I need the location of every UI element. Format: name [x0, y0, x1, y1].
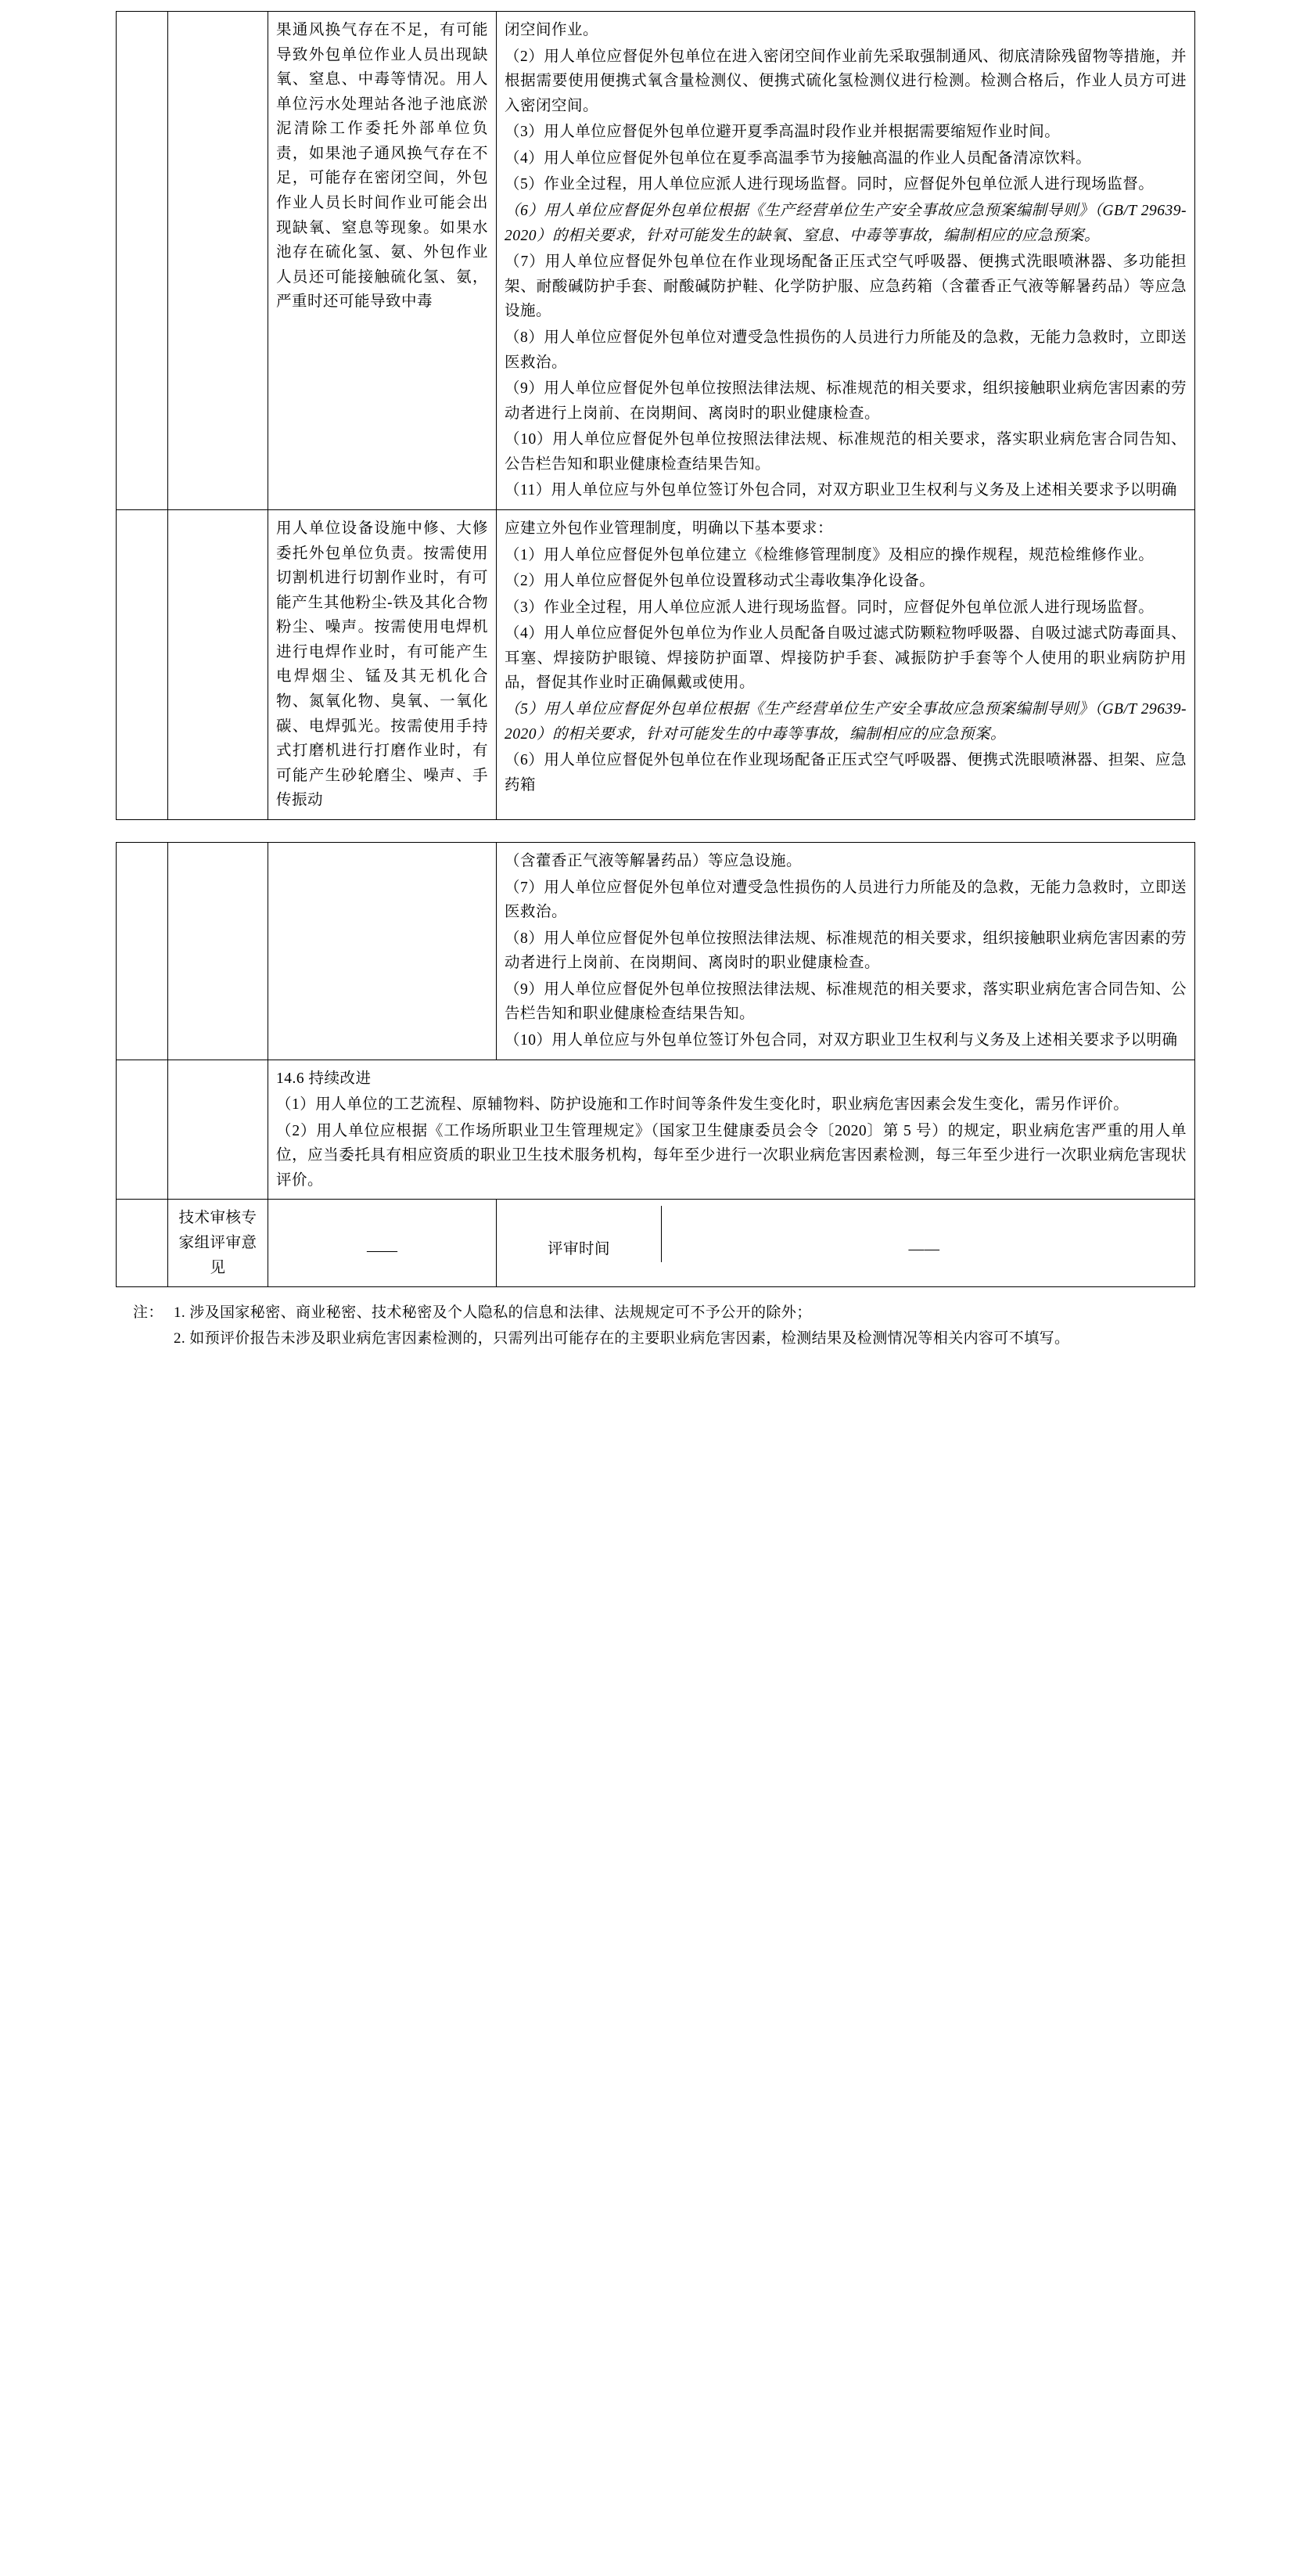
note-item: 1. 涉及国家秘密、商业秘密、技术秘密及个人隐私的信息和法律、法规规定可不予公开的除外；: [174, 1304, 812, 1322]
measure-text: （9）用人单位应督促外包单位按照法律法规、标准规范的相关要求，落实职业病危害合同告知、公告栏告知和职业健康检查结果告知。: [505, 980, 1187, 1023]
section-text: （1）用人单位的工艺流程、原辅物料、防护设施和工作时间等条件发生变化时，职业病危害因素会发生变化，需另作评价。: [276, 1096, 1130, 1114]
cell-continuous-improvement: [268, 1060, 1195, 1200]
measure-text: （4）用人单位应督促外包单位在夏季高温季节为接触高温的作业人员配备清凉饮料。: [505, 149, 1092, 167]
table-row-continuous-improvement: [117, 1060, 1195, 1200]
outsourcing-requirements-table-bottom: [116, 842, 1195, 1287]
cell-category-col: [168, 1060, 268, 1200]
notes-label: 注：: [133, 1304, 163, 1322]
measure-text: （9）用人单位应督促外包单位按照法律法规、标准规范的相关要求，组织接触职业病危害因素的劳动者进行上岗前、在岗期间、离岗时的职业健康检查。: [505, 380, 1187, 422]
cell-control-measures: [497, 12, 1195, 510]
hazard-text: 用人单位设备设施中修、大修委托外包单位负责。按需使用切割机进行切割作业时，有可能产生其他粉尘-铁及其化合物粉尘、噪声。按需使用电焊机进行电焊作业时，有可能产生电焊烟尘、锰及其无机化合物、氮氧化物、臭氧、一氧化碳、电焊弧光。按需使用手持式打磨机进行打磨作业时，有可能产生砂轮磨尘、噪声、手传振动: [276, 520, 488, 809]
section-text: （2）用人单位应根据《工作场所职业卫生管理规定》（国家卫生健康委员会令〔2020〕第 5 号）的规定，职业病危害严重的用人单位，应当委托具有相应资质的职业卫生技术服务机构，每年至少进行一次职业病危害因素检测，每三年至少进行一次职业病危害现状评价。: [276, 1122, 1187, 1189]
measure-text: （7）用人单位应督促外包单位在作业现场配备正压式空气呼吸器、便携式洗眼喷淋器、多功能担架、耐酸碱防护手套、耐酸碱防护鞋、化学防护服、应急药箱（含藿香正气液等解暑药品）等应急设施。: [505, 254, 1187, 320]
measure-text: （2）用人单位应督促外包单位设置移动式尘毒收集净化设备。: [505, 573, 936, 590]
table-row: [117, 842, 1195, 1060]
cell-index-col: [117, 1060, 168, 1200]
cell-control-measures: [497, 509, 1195, 819]
table-row-signature: [117, 1200, 1195, 1287]
measure-text: （6）用人单位应督促外包单位在作业现场配备正压式空气呼吸器、便携式洗眼喷淋器、担架、应急药箱: [505, 752, 1187, 793]
section-heading: 14.6 持续改进: [276, 1070, 372, 1087]
opinion-dash: ——: [367, 1243, 397, 1260]
measure-text: （2）用人单位应督促外包单位在进入密闭空间作业前先采取强制通风、彻底清除残留物等措施，并根据需要使用便携式氧含量检测仪、便携式硫化氢检测仪进行检测。检测合格后，作业人员方可进入密闭空间。: [505, 48, 1187, 114]
review-time-value: ——: [661, 1206, 1187, 1262]
cell-index-col: [117, 842, 168, 1060]
note-item: 2. 如预评价报告未涉及职业病危害因素检测的，只需列出可能存在的主要职业病危害因素，检测结果及检测情况等相关内容可不填写。: [174, 1329, 1070, 1347]
cell-index-col: [117, 12, 168, 510]
measure-text: （11）用人单位应与外包单位签订外包合同，对双方职业卫生权利与义务及上述相关要求予以明确: [505, 482, 1177, 499]
cell-category-col: [168, 12, 268, 510]
cell-hazard-description: [268, 12, 497, 510]
cell-control-measures: [497, 842, 1195, 1060]
review-time-label: 评审时间: [547, 1241, 610, 1258]
outsourcing-requirements-table-top: [116, 11, 1195, 820]
cell-category-col: [168, 842, 268, 1060]
measure-text: （7）用人单位应督促外包单位对遭受急性损伤的人员进行力所能及的急救，无能力急救时，立即送医救治。: [505, 879, 1187, 921]
table-row: [117, 509, 1195, 819]
measure-text: （8）用人单位应督促外包单位按照法律法规、标准规范的相关要求，组织接触职业病危害因素的劳动者进行上岗前、在岗期间、离岗时的职业健康检查。: [505, 930, 1187, 972]
cell-index-col: [117, 1200, 168, 1287]
measure-text: 应建立外包作业管理制度，明确以下基本要求：: [505, 520, 834, 537]
hazard-text: 果通风换气存在不足，有可能导致外包单位作业人员出现缺氧、窒息、中毒等情况。用人单位污水处理站各池子池底淤泥清除工作委托外部单位负责，如果池子通风换气存在不足，可能存在密闭空间，外包作业人员长时间作业可能会出现缺氧、窒息等现象。如果水池存在硫化氢、氨、外包作业人员还可能接触硫化氢、氨，严重时还可能导致中毒: [276, 22, 488, 311]
measure-text: （含藿香正气液等解暑药品）等应急设施。: [505, 852, 803, 869]
measure-text: （8）用人单位应督促外包单位对遭受急性损伤的人员进行力所能及的急救，无能力急救时，立即送医救治。: [505, 329, 1187, 371]
table-row: [117, 12, 1195, 510]
footnotes: [116, 1301, 1195, 1351]
measure-text: （5）用人单位应督促外包单位根据《生产经营单位生产安全事故应急预案编制导则》（GB/T 29639-2020）的相关要求，针对可能发生的中毒等事故，编制相应的应急预案。: [505, 701, 1187, 743]
measure-text: （3）用人单位应督促外包单位避开夏季高温时段作业并根据需要缩短作业时间。: [505, 124, 1061, 141]
measure-text: 闭空间作业。: [505, 22, 599, 38]
review-time-cell: [497, 1200, 1195, 1287]
cell-hazard-description: [268, 842, 497, 1060]
review-opinion-label: 技术审核专家组评审意见: [168, 1200, 268, 1287]
measure-text: （4）用人单位应督促外包单位为作业人员配备自吸过滤式防颗粒物呼吸器、自吸过滤式防毒面具、耳塞、焊接防护眼镜、焊接防护面罩、焊接防护手套、减振防护手套等个人使用的职业病防护用品，督促其作业时正确佩戴或使用。: [505, 625, 1187, 692]
cell-category-col: [168, 509, 268, 819]
review-opinion-value: [268, 1200, 497, 1287]
measure-text: （5）作业全过程，用人单位应派人进行现场监督。同时，应督促外包单位派人进行现场监督。: [505, 176, 1155, 193]
measure-text: （1）用人单位应督促外包单位建立《检维修管理制度》及相应的操作规程，规范检维修作业。: [505, 546, 1155, 563]
measure-text: （10）用人单位应与外包单位签订外包合同，对双方职业卫生权利与义务及上述相关要求予以明确: [505, 1031, 1178, 1049]
cell-index-col: [117, 509, 168, 819]
page-break-gap: [116, 820, 1195, 842]
cell-hazard-description: [268, 509, 497, 819]
measure-text: （10）用人单位应督促外包单位按照法律法规、标准规范的相关要求，落实职业病危害合同告知、公告栏告知和职业健康检查结果告知。: [505, 431, 1187, 473]
measure-text: （3）作业全过程，用人单位应派人进行现场监督。同时，应督促外包单位派人进行现场监督。: [505, 599, 1155, 616]
measure-text: （6）用人单位应督促外包单位根据《生产经营单位生产安全事故应急预案编制导则》（GB/T 29639-2020）的相关要求，针对可能发生的缺氧、窒息、中毒等事故，编制相应的应急预案。: [505, 203, 1187, 244]
